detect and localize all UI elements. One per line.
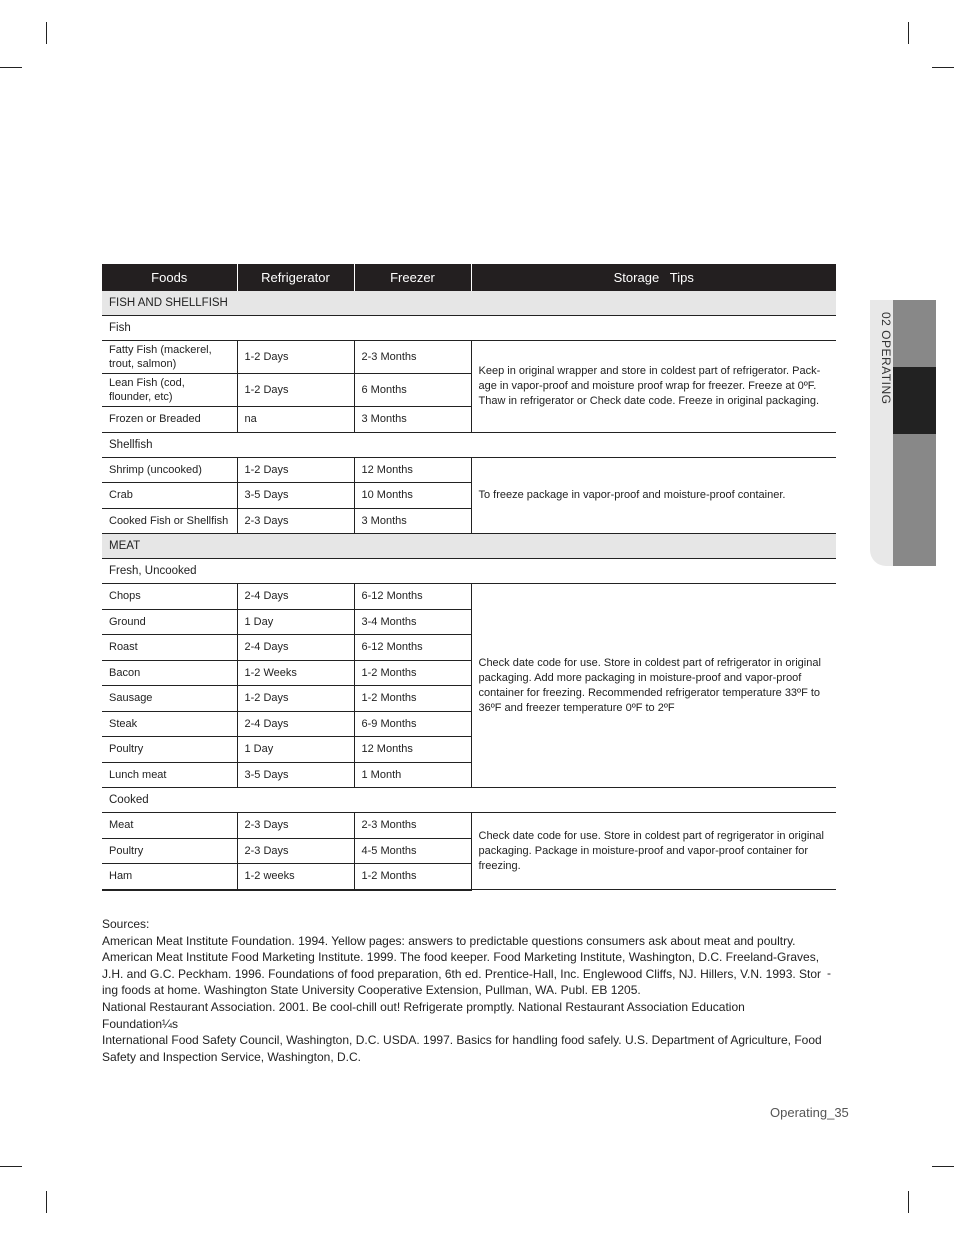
storage-tip-cell: Check date code for use. Store in coldest part of regrigerator in original packaging. Package in moisture-proof and vapor-proof container for freezing. [471,813,836,890]
freezer-cell: 6-12 Months [354,635,471,661]
header-foods: Foods [102,264,237,291]
page-number: Operating_35 [770,1105,849,1120]
source-line: American Meat Institute Foundation. 1994. Yellow pages: answers to predictable questions consumers ask about meat and poultry. [102,933,796,948]
crop-mark [932,67,954,68]
food-storage-table [102,264,836,891]
source-line: American Meat Institute Food Marketing Institute. 1999. The food keeper. Food Marketing Institute, Washington, D.C. Freeland-Graves, [102,950,820,965]
freezer-cell: 3-4 Months [354,609,471,635]
refrigerator-cell: 1-2 weeks [237,864,354,890]
storage-tip-cell: Keep in original wrapper and store in coldest part of refrigerator. Pack-age in vapor-proof and moisture proof wrap for freezer. Freeze at 0ºF. Thaw in refrigerator or Check date code. Freeze in original packaging. [471,341,836,433]
table-row [102,457,836,483]
table-row [102,813,836,839]
crop-mark [932,1166,954,1167]
food-cell: Bacon [102,660,237,686]
food-cell: Lunch meat [102,762,237,788]
table-row [102,584,836,610]
subcategory-shellfish: Shellfish [102,432,836,457]
refrigerator-cell: 2-3 Days [237,838,354,864]
freezer-cell: 3 Months [354,508,471,534]
subcategory-fresh-uncooked: Fresh, Uncooked [102,559,836,584]
crop-mark [46,22,47,44]
table-row [102,341,836,374]
header-freezer: Freezer [354,264,471,291]
freezer-cell: 12 Months [354,737,471,763]
freezer-cell: 2-3 Months [354,813,471,839]
freezer-cell: 2-3 Months [354,341,471,374]
food-cell: Ham [102,864,237,890]
food-cell: Ground [102,609,237,635]
food-cell: Poultry [102,737,237,763]
refrigerator-cell: 3-5 Days [237,762,354,788]
crop-mark [0,1166,22,1167]
freezer-cell: 6-12 Months [354,584,471,610]
food-cell: Roast [102,635,237,661]
refrigerator-cell: na [237,407,354,433]
freezer-cell: 10 Months [354,483,471,509]
freezer-cell: 1-2 Months [354,864,471,890]
food-cell: Frozen or Breaded [102,407,237,433]
subcategory-fish: Fish [102,316,836,341]
table-header-row [102,264,836,291]
storage-tip-cell: Check date code for use. Store in coldest part of refrigerator in original packaging. Add more packaging in moisture-proof and vapor-proof container for freezing. Recommended refrigerator temperature 33ºF to 36ºF and freezer temperature 0ºF to 2ºF [471,584,836,788]
freezer-cell: 12 Months [354,457,471,483]
food-cell: Steak [102,711,237,737]
refrigerator-cell: 1-2 Days [237,374,354,407]
refrigerator-cell: 1-2 Days [237,686,354,712]
chapter-tab-label: 02 OPERATING [879,311,893,405]
food-cell: Crab [102,483,237,509]
category-fish-shellfish: FISH AND SHELLFISH [102,291,836,316]
crop-mark [46,1191,47,1213]
food-cell: Poultry [102,838,237,864]
source-line: J.H. and G.C. Peckham. 1996. Foundations of food preparation, 6th ed. Prentice-Hall, Inc. Englewood Cliffs, NJ. Hillers, V.N. 1993. Stor [102,966,822,981]
refrigerator-cell: 1-2 Weeks [237,660,354,686]
refrigerator-cell: 2-4 Days [237,711,354,737]
freezer-cell: 1-2 Months [354,660,471,686]
crop-mark [908,22,909,44]
food-cell: Chops [102,584,237,610]
food-cell: Fatty Fish (mackerel, trout, salmon) [102,341,237,374]
refrigerator-cell: 1 Day [237,609,354,635]
refrigerator-cell: 1 Day [237,737,354,763]
food-cell: Shrimp (uncooked) [102,457,237,483]
refrigerator-cell: 2-3 Days [237,813,354,839]
crop-mark [0,67,22,68]
freezer-cell: 6 Months [354,374,471,407]
food-cell: Sausage [102,686,237,712]
source-line: ing foods at home. Washington State University Cooperative Extension, Pullman, WA. Publ. EB 1205. [102,983,641,998]
chapter-tab-marker [893,367,936,434]
food-cell: Meat [102,813,237,839]
sources-heading: Sources: [102,917,150,931]
freezer-cell: 4-5 Months [354,838,471,864]
header-storage-tips: Storage Tips [471,264,836,291]
header-refrigerator: Refrigerator [237,264,354,291]
refrigerator-cell: 2-4 Days [237,584,354,610]
source-line: Safety and Inspection Service, Washington, D.C. [102,1049,362,1064]
sources-section [102,916,822,1065]
freezer-cell: 1 Month [354,762,471,788]
line-hyphen: - [827,966,831,980]
freezer-cell: 3 Months [354,407,471,433]
refrigerator-cell: 1-2 Days [237,341,354,374]
refrigerator-cell: 2-4 Days [237,635,354,661]
crop-mark [908,1191,909,1213]
freezer-cell: 1-2 Months [354,686,471,712]
refrigerator-cell: 3-5 Days [237,483,354,509]
food-cell: Cooked Fish or Shellfish [102,508,237,534]
source-line: National Restaurant Association. 2001. Be cool-chill out! Refrigerate promptly. National Restaurant Association Education Foundation¼s [102,999,745,1031]
refrigerator-cell: 2-3 Days [237,508,354,534]
storage-tip-cell: To freeze package in vapor-proof and moisture-proof container. [471,457,836,534]
food-cell: Lean Fish (cod, flounder, etc) [102,374,237,407]
freezer-cell: 6-9 Months [354,711,471,737]
subcategory-cooked: Cooked [102,788,836,813]
refrigerator-cell: 1-2 Days [237,457,354,483]
category-meat: MEAT [102,534,836,559]
source-line: International Food Safety Council, Washington, D.C. USDA. 1997. Basics for handling food safely. U.S. Department of Agriculture, Food [102,1033,822,1048]
